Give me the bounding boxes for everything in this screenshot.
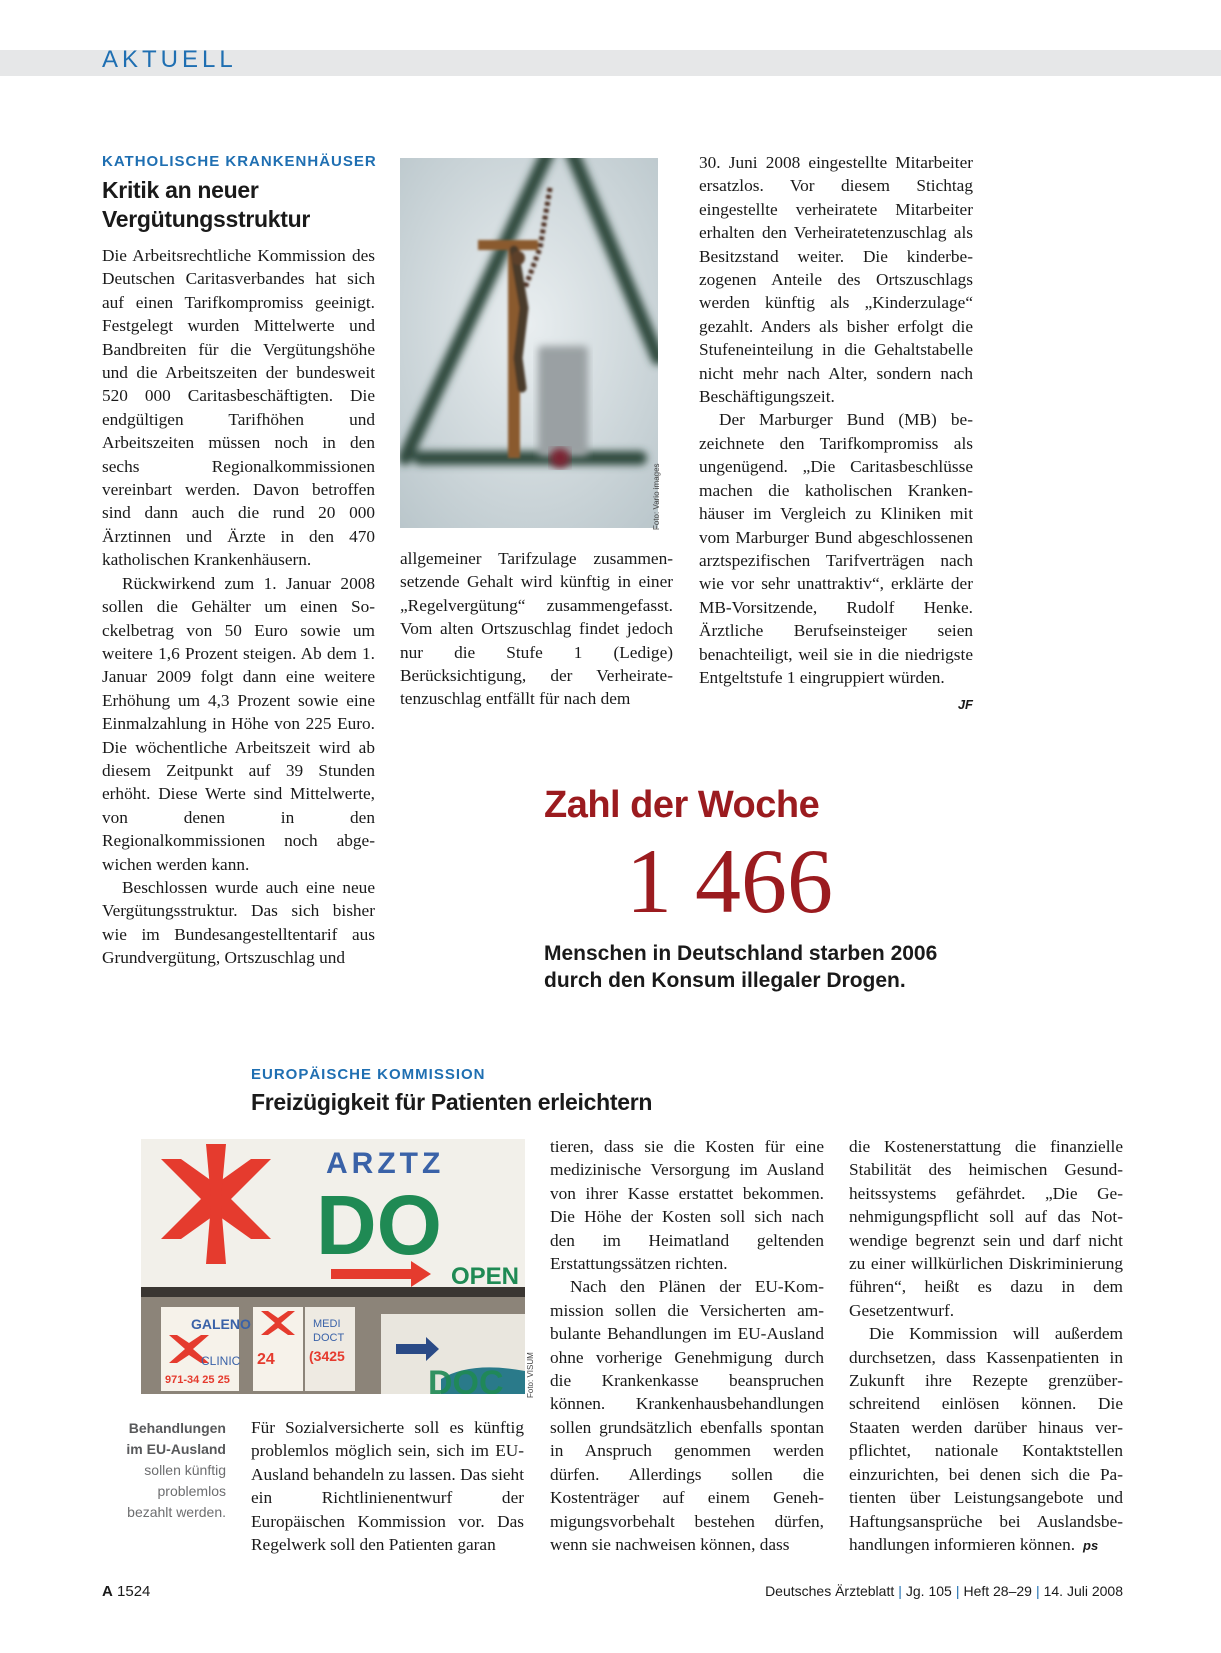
- article2-headline: Freizügigkeit für Patienten erleichtern: [251, 1089, 653, 1115]
- photo-credit-2: Foto: VISUM: [526, 1352, 535, 1398]
- crucifix-photo-image: [400, 158, 658, 528]
- article2-paragraph: die Kostenerstattung die finanzielle Stabilität des heimischen Gesundheitssystems gefährdet. „Die Genehmigungspflicht soll auf das Notwendige begrenzt sein und darf nicht zu einer willkürlichen Diskriminierung führen“, heißt es dazu in dem Gesetzentwurf.: [849, 1137, 1123, 1320]
- journal-date: 14. Juli 2008: [1043, 1583, 1123, 1599]
- article1-paragraph: Die Arbeitsrechtliche Kommission des Deutschen Caritasverbandes hat sich auf einen Tarifkompromiss geeinigt. Festgelegt wurden Mittelwerte und Bandbreiten für die Vergütungshöhe und die Arbeitszeiten der bundesweit 520 000 Caritasbeschäftigten. Die endgültigen Tarifhöhen und Arbeitszeiten müssen noch in den sechs Regionalkommissionen vereinbart werden. Davon betroffen sind dann auch die rund 20 000 Ärztinnen und Ärzte in den 470 katholischen Krankenhäusern.: [102, 246, 375, 570]
- article1-paragraph: Rückwirkend zum 1. Januar 2008 sollen die Gehälter um einen Sockelbetrag von 50 Euro sowie um weitere 1,6 Prozent steigen. Ab dem 1. Januar 2009 folgt dann eine weitere Erhöhung um 4,3 Prozent sowie eine Einmalzahlung in Höhe von 225 Euro. Die wöchentliche Arbeitszeit wird ab diesem Zeitpunkt auf 39 Stunden erhöht. Diese Werte sind Mittelwerte, von denen in den Regionalkommissionen noch abgewichen werden kann.: [102, 573, 375, 874]
- sign-text-open: OPEN: [451, 1263, 520, 1290]
- article1-headline-line2: Vergütungsstruktur: [102, 206, 311, 232]
- caption-bold-line1: Behandlungen: [128, 1420, 226, 1436]
- sign-text-small: (3425: [309, 1348, 345, 1364]
- sign-text-phone: 971-34 25 25: [165, 1374, 230, 1386]
- article2-column-3: [849, 1135, 1123, 1557]
- article1-signature: JF: [957, 697, 973, 713]
- article2-column-2: [550, 1135, 824, 1556]
- article2-paragraph-text: Die Kommission will außerdem durchsetzen, dass Kassenpatienten in Zukunft ihre Rezepte grenzüberschreitend einlösen können. Die Staaten werden darüber hinaus verpflichtet, nationale Kontaktstellen einzurichten, bei denen sich die Patienten über Leistungsangebote und Haftungsansprüche bei Auslandsbehandlungen informieren können.: [849, 1324, 1123, 1554]
- article2-signature: ps: [1083, 1537, 1099, 1553]
- article1-headline-line1: Kritik an neuer: [102, 177, 259, 203]
- sign-text-hours: 24: [257, 1351, 275, 1368]
- caption-bold-line2: im EU-Ausland: [126, 1441, 226, 1457]
- zahl-der-woche-title: Zahl der Woche: [544, 784, 820, 826]
- article1-paragraph: 30. Juni 2008 eingestellte Mitarbeiter ersatzlos. Vor diesem Stichtag eingestellte verheiratete Mitarbeiter erhalten den Verheiratetenzuschlag als Besitzstand weiter. Die kinderbezogenen Anteile des Ortszuschlags werden künftig als „Kinderzulage“ gezahlt. Anders als bisher erfolgt die Stufeneinteilung in die Gehaltstabelle nicht mehr nach Alter, sondern nach Beschäftigungszeit.: [699, 153, 973, 407]
- clinic-sign-photo: [141, 1139, 525, 1394]
- section-label: AKTUELL: [102, 46, 237, 73]
- article1-column-2: [400, 547, 673, 711]
- sign-text-big: DO: [316, 1178, 442, 1272]
- sign-text-clinic: CLINIC: [201, 1354, 241, 1368]
- article1-kicker: KATHOLISCHE KRANKENHÄUSER: [102, 153, 377, 170]
- article2-column-1: [251, 1416, 524, 1556]
- photo-caption: [118, 1418, 226, 1523]
- article1-paragraph-text: Der Marburger Bund (MB) bezeichnete den Tarifkompromiss als ungenügend. „Die Caritasbeschlüsse machen die katholischen Krankenhäuser im Vergleich zu Kliniken mit vom Marburger Bund abgeschlossenen arztspezifischen Tarifverträgen nach wie vor sehr unattraktiv“, erklärte der MB-Vorsitzende, Rudolf Henke. Ärztliche Berufseinsteiger seien benachteiligt, weil sie in die niedrigste Entgeltstufe 1 eingruppiert würden.: [699, 410, 973, 687]
- article1-headline: [102, 176, 310, 234]
- zahl-der-woche-text: Menschen in Deutschland starben 2006 durch den Konsum illegaler Drogen.: [544, 942, 938, 992]
- page-number-value: 1524: [117, 1583, 151, 1600]
- page-number: [102, 1583, 150, 1600]
- article1-paragraph: [699, 408, 973, 713]
- photo-credit-1: Foto: Vario images: [652, 463, 661, 530]
- journal-issue: Heft 28–29: [963, 1583, 1032, 1599]
- article1-paragraph: Beschlossen wurde auch eine neue Vergütungsstruktur. Das sich bisher wie im Bundesangestelltentarif aus Grundvergütung, Ortszuschlag und: [102, 877, 375, 968]
- crucifix-photo: [400, 158, 658, 528]
- caption-text: sollen künftig problemlos bezahlt werden.: [127, 1462, 226, 1520]
- journal-name: Deutsches Ärzteblatt: [765, 1583, 895, 1599]
- journal-info: Deutsches Ärzteblatt | Jg. 105 | Heft 28–29 | 14. Juli 2008: [765, 1583, 1123, 1599]
- page-prefix: A: [102, 1583, 113, 1600]
- article1-paragraph: allgemeiner Tarifzulage zusammensetzende Gehalt wird künftig in einer „Regelvergütung“ zusammengefasst. Vom alten Ortszuschlag findet jedoch nur die Stufe 1 (Ledige) Berücksichtigung, der Verheiratetenzuschlag entfällt für nach dem: [400, 549, 673, 709]
- article1-column-1: [102, 244, 375, 970]
- journal-volume: Jg. 105: [905, 1583, 952, 1599]
- sign-text-galeno: GALENO: [191, 1316, 251, 1332]
- zahl-der-woche-number: 1 466: [626, 830, 833, 932]
- sign-text-top: ARZTZ: [326, 1147, 445, 1180]
- sign-text-doct: DOCT: [313, 1332, 345, 1344]
- article2-paragraph: Nach den Plänen der EU-Kommission sollen die Versicherten ambulante Behandlungen im EU-Ausland ohne vorherige Genehmigung durch die Krankenkasse beanspruchen können. Krankenhausbehandlungen sollen grundsätzlich ebenfalls spontan in Anspruch genommen werden dürfen. Allerdings sollen die Kostenträger auf einem Genehmigungsvorbehalt bestehen dürfen, wenn sie nachweisen können, dass: [550, 1277, 824, 1554]
- article2-paragraph: [849, 1322, 1123, 1557]
- clinic-sign-photo-image: [141, 1139, 525, 1394]
- article2-paragraph: tieren, dass sie die Kosten für eine medizinische Versorgung im Ausland von ihrer Kasse erstattet bekommen. Die Höhe der Kosten soll sich nach den im Heimatland geltenden Erstattungssätzen richten.: [550, 1137, 824, 1274]
- sign-text-medi: MEDI: [313, 1318, 341, 1330]
- article2-kicker: EUROPÄISCHE KOMMISSION: [251, 1066, 486, 1083]
- article1-column-3: [699, 151, 973, 717]
- article2-paragraph: Für Sozialversicherte soll es künftig problemlos möglich sein, sich im EU-Ausland behandeln zu lassen. Das sieht ein Richtlinienentwurf der Europäischen Kommission vor. Das Regelwerk soll den Patienten garan: [251, 1418, 524, 1555]
- svg-text:DOC: DOC: [428, 1364, 504, 1394]
